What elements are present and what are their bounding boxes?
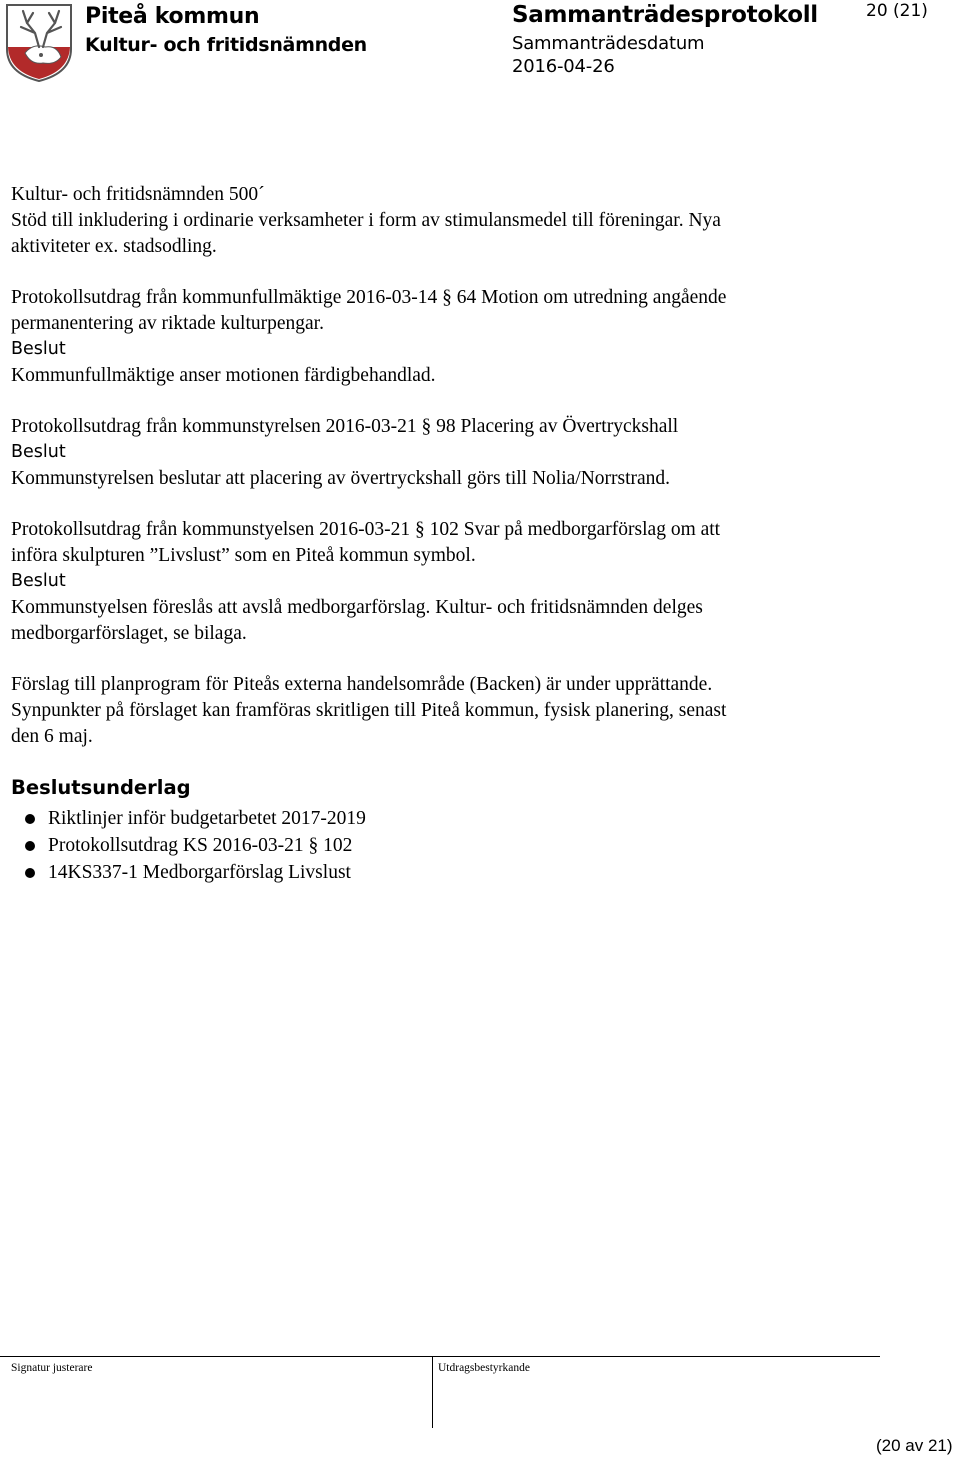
paragraph-line: permanentering av riktade kulturpengar. (11, 312, 324, 334)
paragraph-line: Protokollsutdrag från kommunfullmäktige 2016-03-14 § 64 Motion om utredning angående (11, 287, 727, 309)
beslutsunderlag-list (11, 805, 951, 886)
signature-justerare-label: Signatur justerare (11, 1362, 93, 1374)
date-value: 2016-04-26 (512, 56, 615, 77)
page-footer: (20 av 21) (876, 1436, 953, 1455)
paragraph-line: Synpunkter på förslaget kan framföras skritligen till Piteå kommun, fysisk planering, senast (11, 699, 727, 721)
paragraph-line: Stöd till inkludering i ordinarie verksamheter i form av stimulansmedel till föreningar. Nya (11, 209, 721, 231)
paragraph-line: Kultur- och fritidsnämnden 500´ (11, 184, 265, 205)
document-type: Sammanträdesprotokoll (512, 2, 818, 28)
bullet-icon (25, 868, 35, 878)
paragraph-line: Protokollsutdrag från kommunstyelsen 2016-03-21 § 102 Svar på medborgarförslag om att (11, 519, 721, 541)
reindeer-coat-of-arms-icon (5, 3, 73, 83)
paragraph-line: Förslag till planprogram för Piteås externa handelsområde (Backen) är under upprättande. (11, 674, 713, 696)
page-number: 20 (21) (866, 1, 928, 21)
list-item: Protokollsutdrag KS 2016-03-21 § 102 (11, 832, 951, 859)
org-name: Piteå kommun (85, 4, 260, 29)
list-item: 14KS337-1 Medborgarförslag Livslust (11, 859, 951, 886)
document-body (11, 182, 951, 886)
paragraph-line: den 6 maj. (11, 725, 93, 747)
beslut-label: Beslut (11, 441, 66, 462)
paragraph-line: införa skulpturen ”Livslust” som en Piteå kommun symbol. (11, 545, 476, 567)
decision-text: medborgarförslaget, se bilaga. (11, 622, 247, 644)
paragraph-line: aktiviteter ex. stadsodling. (11, 235, 217, 257)
decision-text: Kommunstyelsen föreslås att avslå medborgarförslag. Kultur- och fritidsnämnden delges (11, 596, 703, 618)
decision-text: Kommunstyrelsen beslutar att placering av övertryckshall görs till Nolia/Norrstrand. (11, 467, 671, 489)
footer-vertical-divider (432, 1356, 433, 1428)
list-item: Riktlinjer inför budgetarbetet 2017-2019 (11, 805, 951, 832)
utdragsbestyrkande-label: Utdragsbestyrkande (438, 1362, 530, 1374)
date-label: Sammanträdesdatum (512, 33, 705, 54)
bullet-icon (25, 814, 35, 824)
beslut-label: Beslut (11, 570, 66, 591)
beslutsunderlag-heading: Beslutsunderlag (11, 776, 191, 800)
paragraph-line: Protokollsutdrag från kommunstyrelsen 2016-03-21 § 98 Placering av Övertryckshall (11, 416, 679, 438)
decision-text: Kommunfullmäktige anser motionen färdigbehandlad. (11, 364, 436, 386)
committee-name: Kultur- och fritidsnämnden (85, 34, 367, 56)
footer-divider (0, 1356, 880, 1357)
beslut-label: Beslut (11, 338, 66, 359)
bullet-icon (25, 841, 35, 851)
